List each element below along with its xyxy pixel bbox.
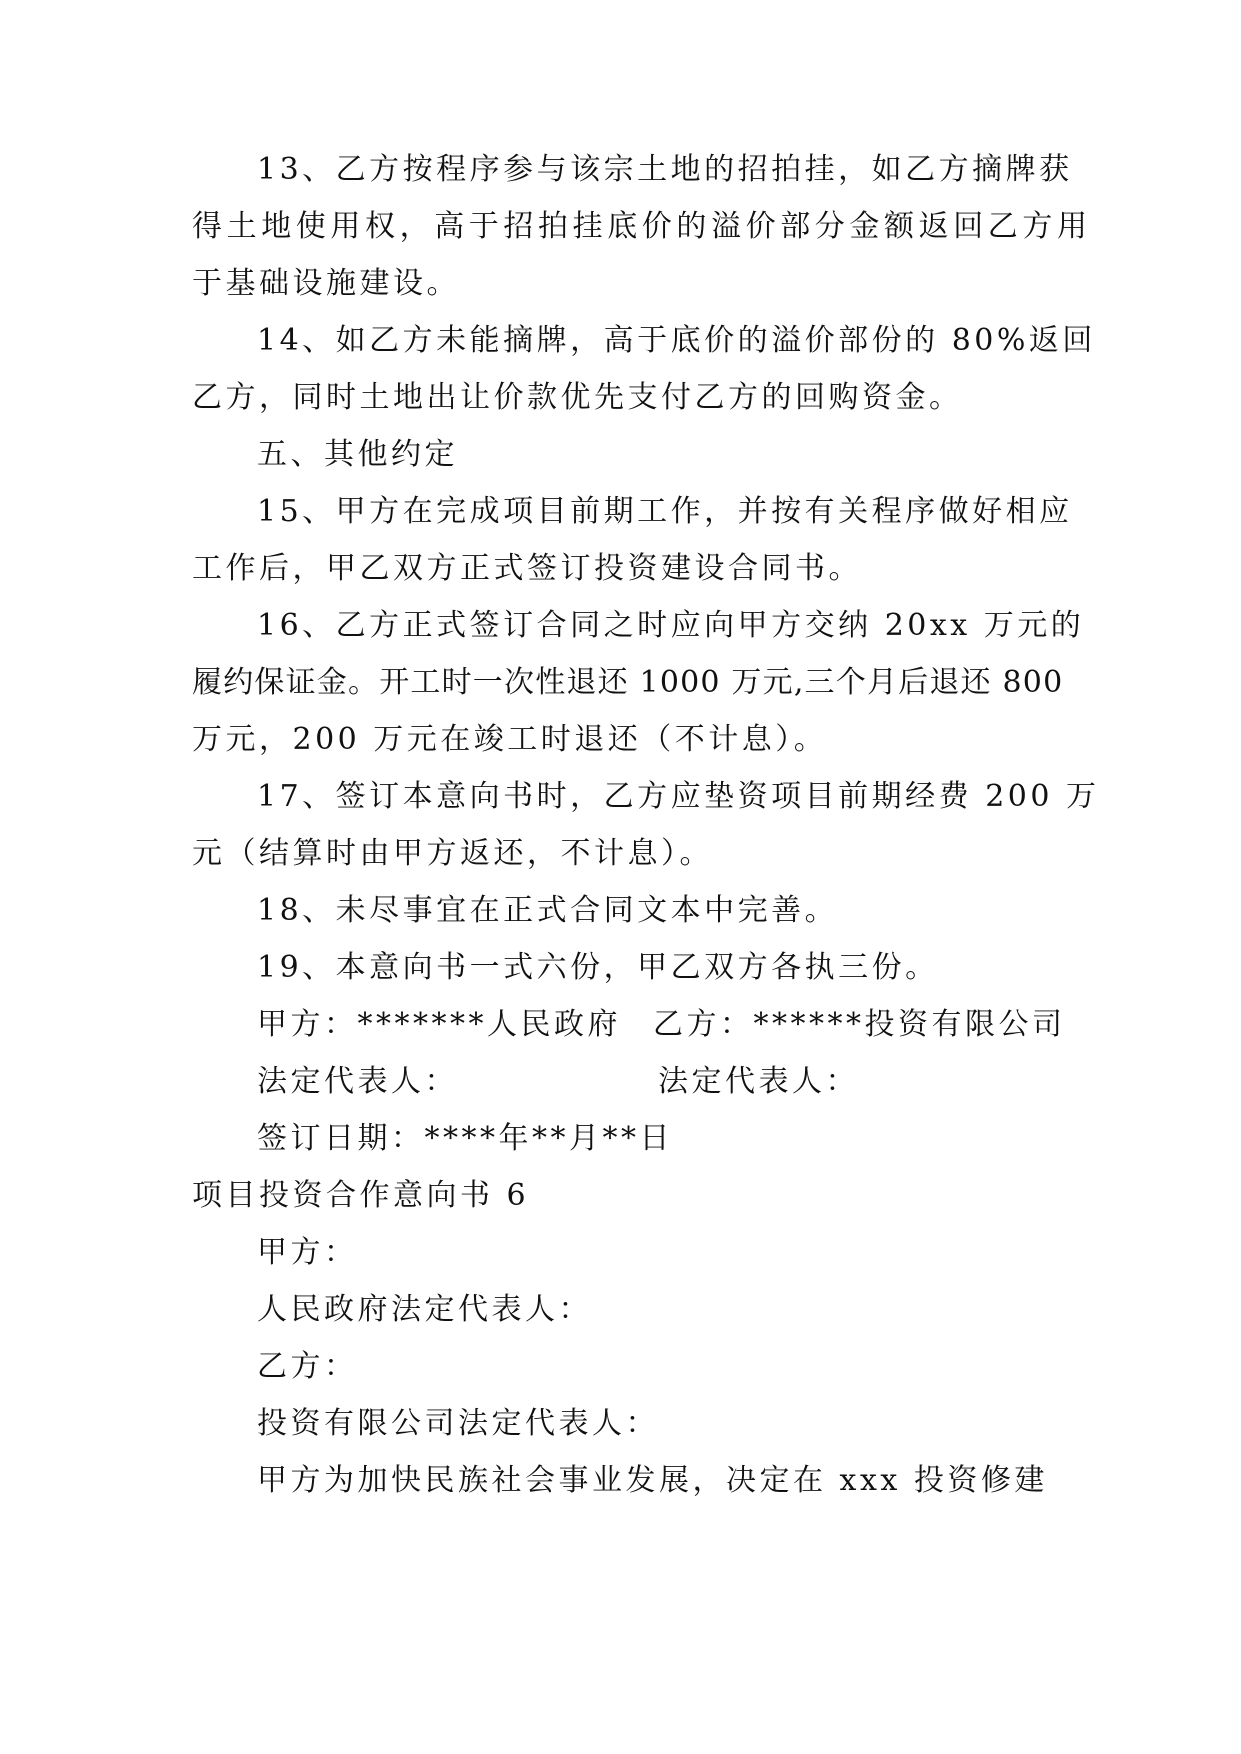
party-b-signature: 乙方：******投资有限公司: [653, 1007, 1066, 1042]
paragraph-14-line-1: 14、如乙方未能摘牌，高于底价的溢价部份的 80%返回: [257, 323, 1096, 358]
next-intro-line-1: 甲方为加快民族社会事业发展，决定在 xxx 投资修建: [257, 1463, 1048, 1498]
paragraph-14-line-2: 乙方，同时土地出让价款优先支付乙方的回购资金。: [192, 380, 963, 415]
paragraph-15-line-2: 工作后，甲乙双方正式签订投资建设合同书。: [192, 551, 862, 586]
signature-parties-row: [257, 1005, 1066, 1045]
paragraph-16-line-2: 履约保证金。开工时一次性退还 1000 万元,三个月后退还 800: [192, 665, 1064, 700]
paragraph-13-line-3: 于基础设施建设。: [192, 266, 460, 301]
paragraph-19: 19、本意向书一式六份，甲乙双方各执三份。: [257, 950, 939, 985]
party-a-signature: 甲方：*******人民政府: [257, 1007, 621, 1042]
paragraph-16-line-3: 万元，200 万元在竣工时退还（不计息）。: [192, 722, 828, 757]
section-heading-other-agreements: 五、其他约定: [257, 437, 458, 472]
paragraph-17-line-1: 17、签订本意向书时，乙方应垫资项目前期经费 200 万: [257, 779, 1100, 814]
paragraph-17-line-2: 元（结算时由甲方返还，不计息）。: [192, 836, 713, 871]
signing-date: 签订日期：****年**月**日: [257, 1121, 673, 1156]
paragraph-16-line-1: 16、乙方正式签订合同之时应向甲方交纳 20xx 万元的: [257, 608, 1085, 643]
next-party-a-representative: 人民政府法定代表人：: [257, 1292, 592, 1327]
party-a-representative: 法定代表人：: [257, 1064, 458, 1099]
next-party-b-label: 乙方：: [257, 1349, 358, 1384]
paragraph-13-line-2: 得土地使用权，高于招拍挂底价的溢价部分金额返回乙方用: [192, 209, 1092, 244]
signature-representatives-row: [257, 1062, 859, 1102]
paragraph-18: 18、未尽事宜在正式合同文本中完善。: [257, 893, 839, 928]
next-section-title: 项目投资合作意向书 6: [192, 1178, 530, 1213]
paragraph-15-line-1: 15、甲方在完成项目前期工作，并按有关程序做好相应: [257, 494, 1073, 529]
party-b-representative: 法定代表人：: [658, 1064, 859, 1099]
next-party-a-label: 甲方：: [257, 1235, 358, 1270]
next-party-b-representative: 投资有限公司法定代表人：: [257, 1406, 659, 1441]
paragraph-13-line-1: 13、乙方按程序参与该宗土地的招拍挂，如乙方摘牌获: [257, 152, 1073, 187]
